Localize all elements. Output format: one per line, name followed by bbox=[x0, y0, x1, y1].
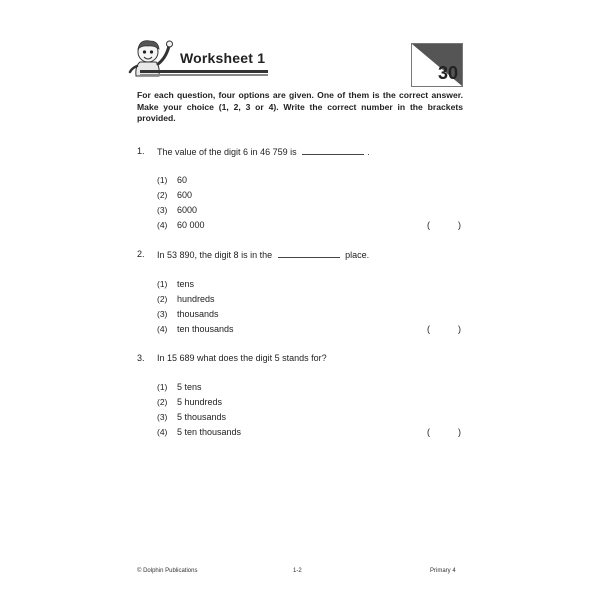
bracket-open: ( bbox=[427, 220, 430, 230]
bracket-close: ) bbox=[458, 324, 461, 334]
question-3-option-1-number: (1) bbox=[157, 382, 168, 392]
question-1-option-2: 600 bbox=[177, 190, 193, 200]
question-2-number: 2. bbox=[137, 249, 145, 259]
question-1-text bbox=[157, 146, 370, 157]
footer-level: Primary 4 bbox=[430, 568, 456, 574]
bracket-close: ) bbox=[458, 220, 461, 230]
question-2-option-3: thousands bbox=[177, 309, 219, 319]
question-2-text bbox=[157, 249, 369, 260]
question-1-option-4-number: (4) bbox=[157, 220, 168, 230]
question-2-option-1: tens bbox=[177, 279, 195, 289]
question-3-option-1: 5 tens bbox=[177, 382, 202, 392]
question-1-stem: The value of the digit 6 in 46 759 is bbox=[157, 147, 297, 157]
title-underline-bar bbox=[140, 70, 268, 73]
question-3-number: 3. bbox=[137, 353, 145, 363]
question-3-option-4: 5 ten thousands bbox=[177, 427, 242, 437]
question-2-option-2-number: (2) bbox=[157, 294, 168, 304]
worksheet-title: Worksheet 1 bbox=[180, 50, 266, 66]
worksheet-number-box bbox=[411, 43, 463, 87]
question-2-answer-blank[interactable] bbox=[278, 249, 340, 258]
bracket-close: ) bbox=[458, 427, 461, 437]
title-underline-shadow bbox=[140, 74, 268, 76]
question-1-option-3-number: (3) bbox=[157, 205, 168, 215]
question-1-stem-end: . bbox=[367, 147, 370, 157]
question-2-option-3-number: (3) bbox=[157, 309, 168, 319]
question-1-option-1: 60 bbox=[177, 175, 188, 185]
question-3-option-4-number: (4) bbox=[157, 427, 168, 437]
question-3-option-3: 5 thousands bbox=[177, 412, 227, 422]
question-2-option-1-number: (1) bbox=[157, 279, 168, 289]
question-3-answer-bracket[interactable] bbox=[427, 427, 461, 437]
footer-page-number: 1-2 bbox=[293, 568, 302, 574]
question-2-stem-end: place. bbox=[345, 250, 370, 260]
question-3-option-2-number: (2) bbox=[157, 397, 168, 407]
question-1-option-2-number: (2) bbox=[157, 190, 168, 200]
question-1-option-1-number: (1) bbox=[157, 175, 168, 185]
question-3-option-3-number: (3) bbox=[157, 412, 168, 422]
question-1-answer-bracket[interactable] bbox=[427, 220, 461, 230]
instructions: For each question, four options are given. One of them is the correct answer. Make your choice (1, 2, 3 or 4). Write the correct number in the brackets provided. bbox=[137, 90, 463, 123]
question-1-number: 1. bbox=[137, 146, 145, 156]
question-1-option-3: 6000 bbox=[177, 205, 198, 215]
worksheet-number: 30 bbox=[437, 63, 458, 83]
question-2-answer-bracket[interactable] bbox=[427, 324, 461, 334]
question-2-option-4-number: (4) bbox=[157, 324, 168, 334]
footer-publisher: © Dolphin Publications bbox=[137, 568, 198, 574]
question-2-stem: In 53 890, the digit 8 is in the bbox=[157, 250, 273, 260]
question-1-option-4: 60 000 bbox=[177, 220, 205, 230]
question-2-option-2: hundreds bbox=[177, 294, 215, 304]
question-3-option-2: 5 hundreds bbox=[177, 397, 223, 407]
question-1-answer-blank[interactable] bbox=[302, 146, 364, 155]
question-2-option-4: ten thousands bbox=[177, 324, 234, 334]
bracket-open: ( bbox=[427, 427, 430, 437]
question-3-text: In 15 689 what does the digit 5 stands for? bbox=[157, 353, 327, 363]
bracket-open: ( bbox=[427, 324, 430, 334]
